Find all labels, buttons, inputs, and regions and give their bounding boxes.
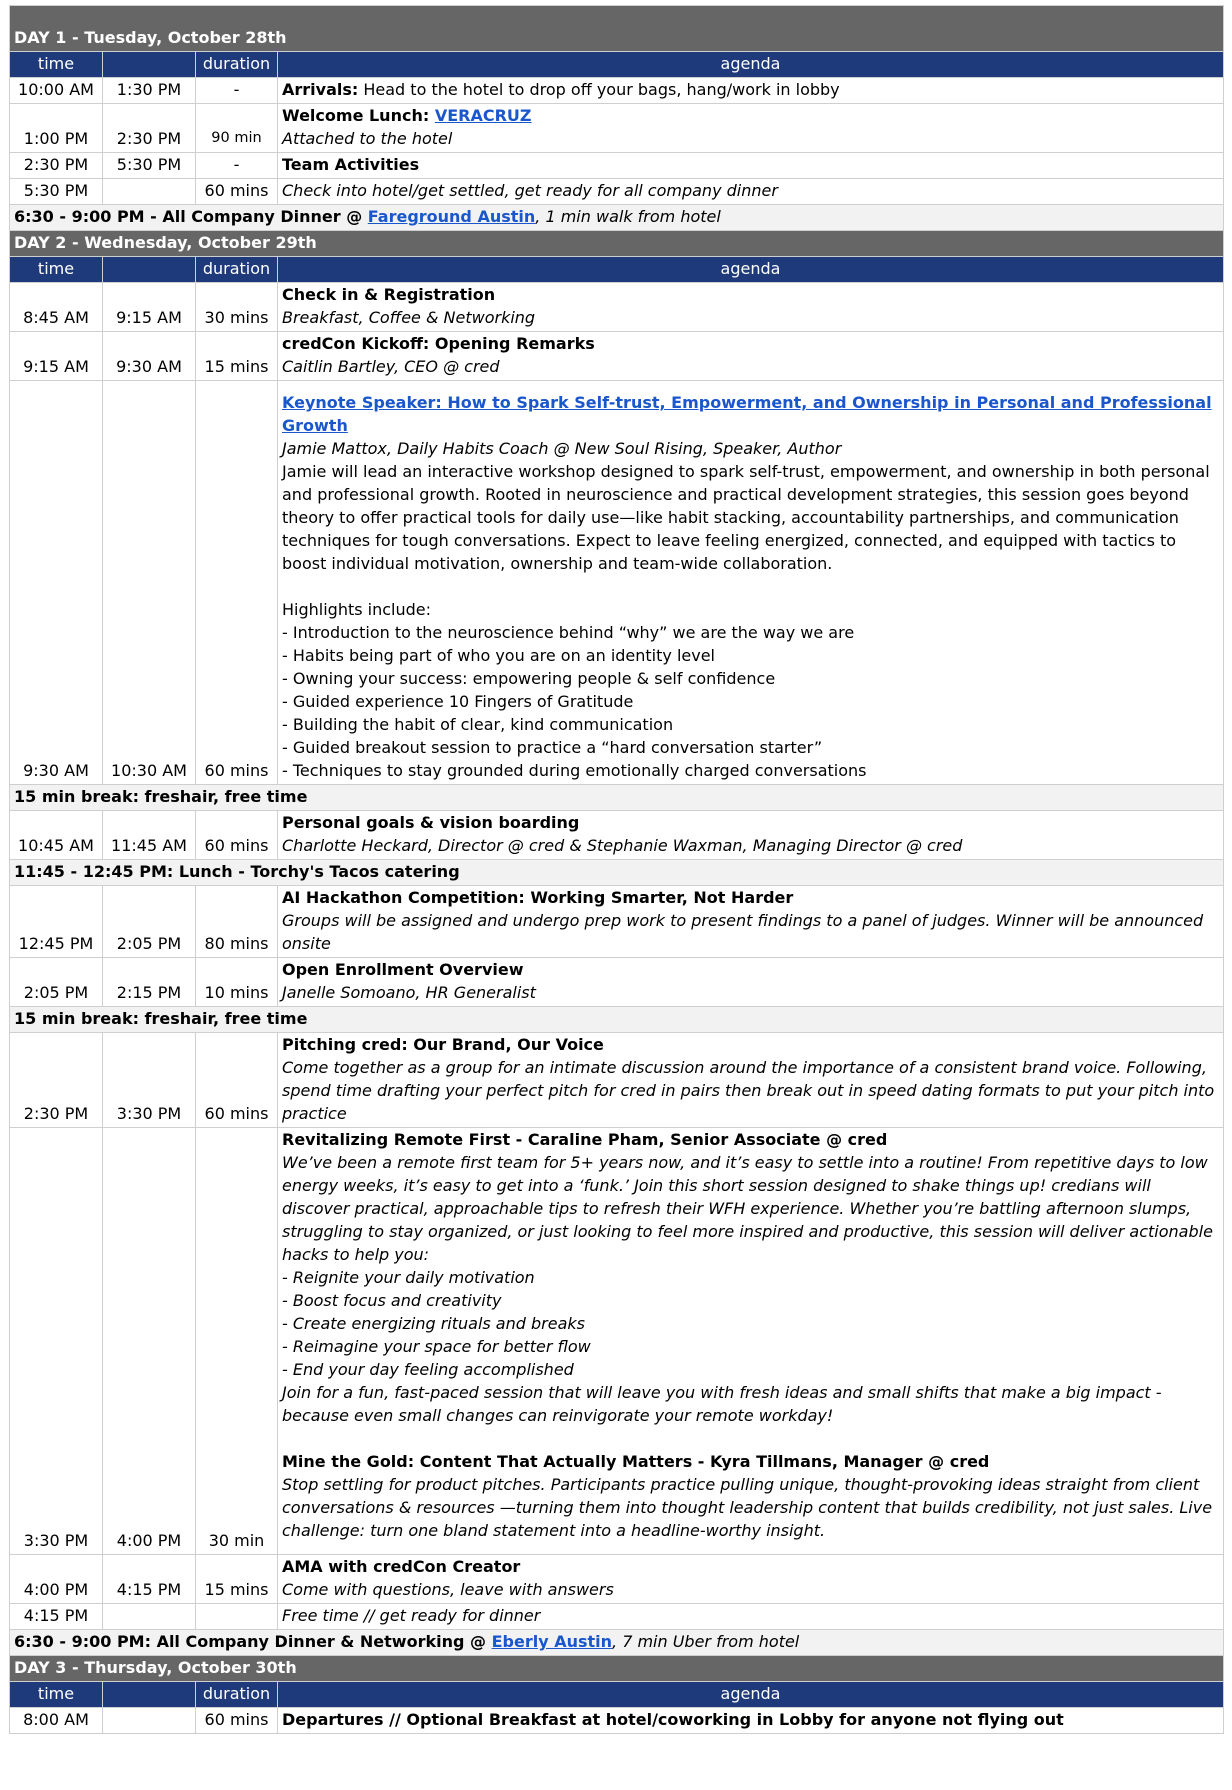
dinner-row: 6:30 - 9:00 PM - All Company Dinner @ Fareground Austin, 1 min walk from hotel [10,205,1224,231]
column-header-row [10,1682,1224,1708]
col-agenda: agenda [278,1682,1224,1708]
table-row: 2:05 PM 2:15 PM 10 mins Open Enrollment Overview Janelle Somoano, HR Generalist [10,958,1224,1007]
col-duration: duration [196,257,278,283]
column-header-row [10,52,1224,78]
table-row: 9:15 AM 9:30 AM 15 mins credCon Kickoff: Opening Remarks Caitlin Bartley, CEO @ cred [10,332,1224,381]
col-agenda: agenda [278,52,1224,78]
day2-header: DAY 2 - Wednesday, October 29th [10,231,1224,257]
veracruz-link[interactable]: VERACRUZ [434,106,532,125]
col-time: time [10,1682,103,1708]
dinner-row: 6:30 - 9:00 PM: All Company Dinner & Networking @ Eberly Austin, 7 min Uber from hotel [10,1630,1224,1656]
agenda-table [9,5,1224,1734]
col-time: time [10,257,103,283]
table-row: 2:30 PM 3:30 PM 60 mins Pitching cred: Our Brand, Our Voice Come together as a group for an intimate discussion around the importance of a consistent brand voice. Following, spend time drafting your perfect pitch for cred in pairs then break out in speed dating formats to put your pitch into practice [10,1033,1224,1128]
table-row: 9:30 AM 10:30 AM 60 mins Keynote Speaker: How to Spark Self-trust, Empowerment, and Ownership in Personal and Professional Growth Jamie Mattox, Daily Habits Coach @ New Soul Rising, Speaker, Author Jamie will lead an interactive workshop designed to spark self-trust, empowerment, and ownership in both personal and professional growth. Rooted in neuroscience and practical development strategies, this session goes beyond theory to offer practical tools for daily use—like habit stacking, accountability partnerships, and communication techniques for tough conversations. Expect to leave feeling energized, connected, and equipped with tactics to boost individual motivation, ownership and team-wide collaboration. Highlights include: - Introduction to the neuroscience behind “why” we are the way we are - Habits being part of who you are on an identity level - Owning your success: empowering people & self confidence - Guided experience 10 Fingers of Gratitude - Building the habit of clear, kind communication - Guided breakout session to practice a “hard conversation starter” - Techniques to stay grounded during emotionally charged conversations [10,381,1224,785]
break-row: 15 min break: freshair, free time [10,785,1224,811]
table-row: 10:00 AM 1:30 PM - Arrivals: Head to the hotel to drop off your bags, hang/work in lobby [10,78,1224,104]
day-header [10,6,1224,52]
table-row: 5:30 PM 60 mins Check into hotel/get settled, get ready for all company dinner [10,179,1224,205]
eberly-link[interactable]: Eberly Austin [491,1632,613,1651]
table-row: 1:00 PM 2:30 PM 90 min Welcome Lunch: VERACRUZ Attached to the hotel [10,104,1224,153]
table-row: 10:45 AM 11:45 AM 60 mins Personal goals & vision boarding Charlotte Heckard, Director @ cred & Stephanie Waxman, Managing Director @ cred [10,811,1224,860]
table-row: 4:00 PM 4:15 PM 15 mins AMA with credCon Creator Come with questions, leave with answers [10,1555,1224,1604]
day-header [10,1656,1224,1682]
table-row: 4:15 PM Free time // get ready for dinner [10,1604,1224,1630]
day-header [10,231,1224,257]
table-row: 2:30 PM 5:30 PM - Team Activities [10,153,1224,179]
col-time: time [10,52,103,78]
col-duration: duration [196,52,278,78]
table-row: 12:45 PM 2:05 PM 80 mins AI Hackathon Competition: Working Smarter, Not Harder Groups will be assigned and undergo prep work to present findings to a panel of judges. Winner will be announced onsite [10,886,1224,958]
table-row: 8:45 AM 9:15 AM 30 mins Check in & Registration Breakfast, Coffee & Networking [10,283,1224,332]
table-row: 3:30 PM 4:00 PM 30 min Revitalizing Remote First - Caraline Pham, Senior Associate @ cred We’ve been a remote first team for 5+ years now, and it’s easy to settle into a routine! From repetitive days to low energy weeks, it’s easy to get into a ‘funk.’ Join this short session designed to shake things up! credians will discover practical, approachable tips to refresh their WFH experience. Whether you’re battling afternoon slumps, struggling to stay organized, or just looking to feel more inspired and productive, this session will deliver actionable hacks to help you: - Reignite your daily motivation - Boost focus and creativity - Create energizing rituals and breaks - Reimagine your space for better flow - End your day feeling accomplished Join for a fun, fast-paced session that will leave you with fresh ideas and small shifts that make a big impact - because even small changes can reinvigorate your remote workday! Mine the Gold: Content That Actually Matters - Kyra Tillmans, Manager @ cred Stop settling for product pitches. Participants practice pulling unique, thought-provoking ideas straight from client conversations & resources —turning them into thought leadership content that builds credibility, not just sales. Live challenge: turn one bland statement into a headline-worthy insight. [10,1128,1224,1555]
lunch-row: 11:45 - 12:45 PM: Lunch - Torchy's Tacos catering [10,860,1224,886]
break-row: 15 min break: freshair, free time [10,1007,1224,1033]
day1-header: DAY 1 - Tuesday, October 28th [10,6,1224,52]
fareground-link[interactable]: Fareground Austin [367,207,536,226]
col-agenda: agenda [278,257,1224,283]
col-duration: duration [196,1682,278,1708]
table-row: 8:00 AM 60 mins Departures // Optional Breakfast at hotel/coworking in Lobby for anyone not flying out [10,1708,1224,1734]
column-header-row [10,257,1224,283]
day3-header: DAY 3 - Thursday, October 30th [10,1656,1224,1682]
keynote-link[interactable]: Keynote Speaker: How to Spark Self-trust, Empowerment, and Ownership in Personal and Professional Growth [282,393,1212,435]
